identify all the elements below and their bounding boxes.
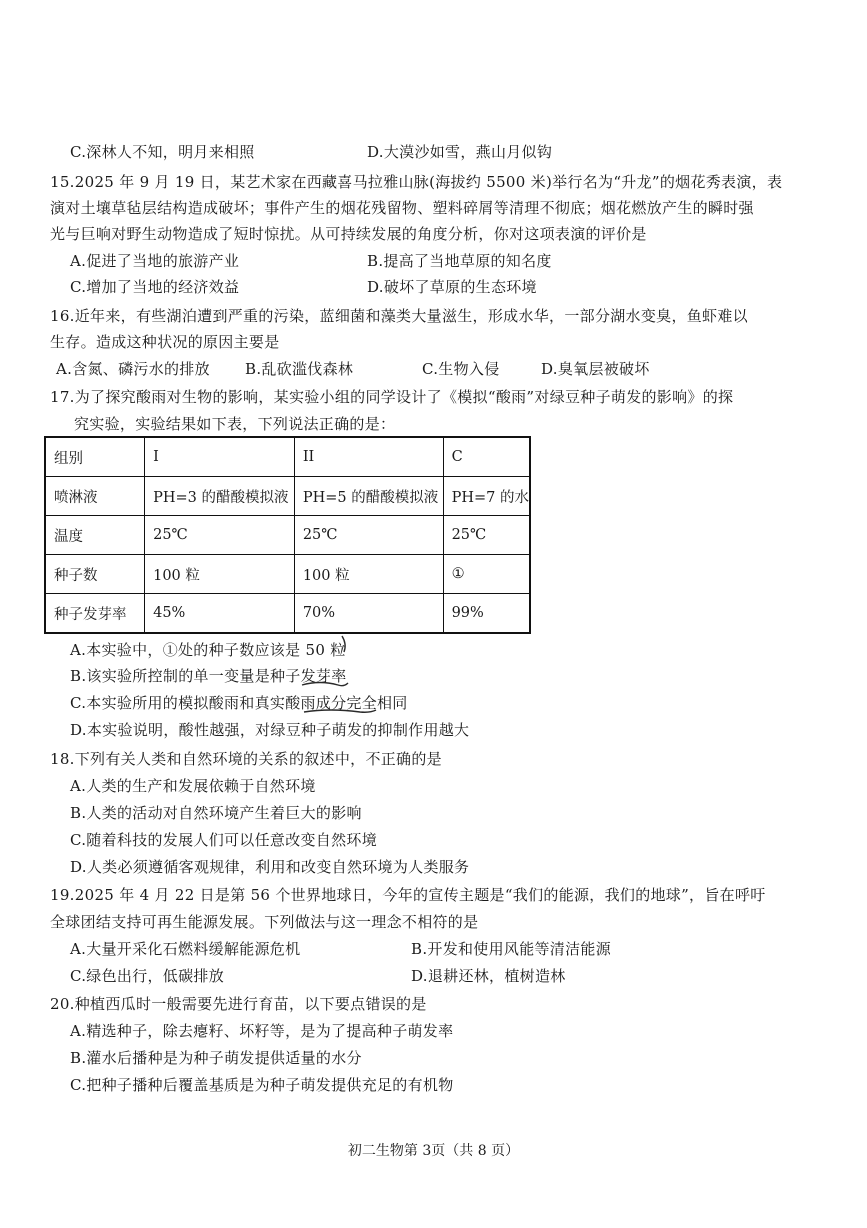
q19-option-b: B.开发和使用风能等清洁能源 <box>411 940 611 958</box>
table-cell: 喷淋液 <box>45 477 145 516</box>
q17-option-b: B.该实验所控制的单一变量是种子发芽率 <box>70 667 347 685</box>
table-cell: 45% <box>145 594 295 634</box>
q19-option-c: C.绿色出行，低碳排放 <box>70 967 225 985</box>
table-cell: 种子发芽率 <box>45 594 145 634</box>
q15-stem-line1: 15.2025 年 9 月 19 日，某艺术家在西藏喜马拉雅山脉(海拔约 5500 米)举行名为“升龙”的烟花秀表演，表 <box>50 173 783 191</box>
page-footer: 初二生物第 3页（共 8 页） <box>347 1143 520 1159</box>
table-cell: 温度 <box>45 516 145 555</box>
table-cell: 100 粒 <box>145 555 295 594</box>
table-cell: ① <box>443 555 530 594</box>
q19-stem-line2: 全球团结支持可再生能源发展。下列做法与这一理念不相符的是 <box>50 913 479 931</box>
table-row <box>45 555 530 594</box>
q17-option-d: D.本实验说明，酸性越强，对绿豆种子萌发的抑制作用越大 <box>70 721 470 739</box>
table-row <box>45 594 530 634</box>
experiment-table <box>44 436 531 634</box>
q16-option-b: B.乱砍滥伐森林 <box>245 360 354 378</box>
q19-option-d: D.退耕还林，植树造林 <box>411 967 566 985</box>
q18-option-c: C.随着科技的发展人们可以任意改变自然环境 <box>70 831 378 849</box>
q16-option-d: D.臭氧层被破坏 <box>541 360 650 378</box>
q18-stem: 18.下列有关人类和自然环境的关系的叙述中，不正确的是 <box>50 750 442 768</box>
q17-stem-line1: 17.为了探究酸雨对生物的影响，某实验小组的同学设计了《模拟“酸雨”对绿豆种子萌发的影响》的探 <box>50 388 734 406</box>
q20-option-b: B.灌水后播种是为种子萌发提供适量的水分 <box>70 1049 362 1067</box>
table-cell: 组别 <box>45 437 145 477</box>
q17-stem-line2: 究实验，实验结果如下表，下列说法正确的是： <box>74 415 396 433</box>
q18-option-a: A.人类的生产和发展依赖于自然环境 <box>70 777 316 795</box>
q19-stem-line1: 19.2025 年 4 月 22 日是第 56 个世界地球日，今年的宣传主题是“我们的能源，我们的地球”，旨在呼吁 <box>50 886 766 904</box>
table-cell: PH=3 的醋酸模拟液 <box>145 477 295 516</box>
table-cell: I <box>145 437 295 477</box>
q16-option-a: A.含氮、磷污水的排放 <box>56 360 210 378</box>
table-cell: 25℃ <box>443 516 530 555</box>
q15-stem-line2: 演对土壤草毡层结构造成破坏；事件产生的烟花残留物、塑料碎屑等清理不彻底；烟花燃放产生的瞬时强 <box>50 199 754 217</box>
table-row <box>45 516 530 555</box>
q15-option-c: C.增加了当地的经济效益 <box>70 278 240 296</box>
table-cell: II <box>294 437 443 477</box>
q14-option-d: D.大漠沙如雪，燕山月似钩 <box>367 143 553 161</box>
q14-option-c: C.深林人不知，明月来相照 <box>70 143 255 161</box>
q15-option-a: A.促进了当地的旅游产业 <box>70 252 240 270</box>
table-cell: 25℃ <box>294 516 443 555</box>
q20-stem: 20.种植西瓜时一般需要先进行育苗，以下要点错误的是 <box>50 995 427 1013</box>
q20-option-a: A.精选种子，除去瘪籽、坏籽等，是为了提高种子萌发率 <box>70 1022 454 1040</box>
q18-option-b: B.人类的活动对自然环境产生着巨大的影响 <box>70 804 362 822</box>
table-cell: 种子数 <box>45 555 145 594</box>
q16-option-c: C.生物入侵 <box>422 360 500 378</box>
table-cell: 100 粒 <box>294 555 443 594</box>
table-row <box>45 437 530 477</box>
table-cell: 25℃ <box>145 516 295 555</box>
q16-stem-line2: 生存。造成这种状况的原因主要是 <box>50 333 280 351</box>
q16-stem-line1: 16.近年来，有些湖泊遭到严重的污染，蓝细菌和藻类大量滋生，形成水华，一部分湖水变臭，鱼虾难以 <box>50 307 748 325</box>
q17-option-a: A.本实验中，①处的种子数应该是 50 粒 <box>70 641 346 659</box>
table-cell: 99% <box>443 594 530 634</box>
q18-option-d: D.人类必须遵循客观规律，利用和改变自然环境为人类服务 <box>70 858 470 876</box>
q15-option-b: B.提高了当地草原的知名度 <box>367 252 552 270</box>
table-cell: PH=7 的水 <box>443 477 530 516</box>
q19-option-a: A.大量开采化石燃料缓解能源危机 <box>70 940 301 958</box>
table-cell: PH=5 的醋酸模拟液 <box>294 477 443 516</box>
table-cell: C <box>443 437 530 477</box>
table-row <box>45 477 530 516</box>
q15-stem-line3: 光与巨响对野生动物造成了短时惊扰。从可持续发展的角度分析，你对这项表演的评价是 <box>50 225 647 243</box>
q15-option-d: D.破坏了草原的生态环境 <box>367 278 537 296</box>
q17-option-c: C.本实验所用的模拟酸雨和真实酸雨成分完全相同 <box>70 694 408 712</box>
table-cell: 70% <box>294 594 443 634</box>
q20-option-c: C.把种子播种后覆盖基质是为种子萌发提供充足的有机物 <box>70 1076 454 1094</box>
